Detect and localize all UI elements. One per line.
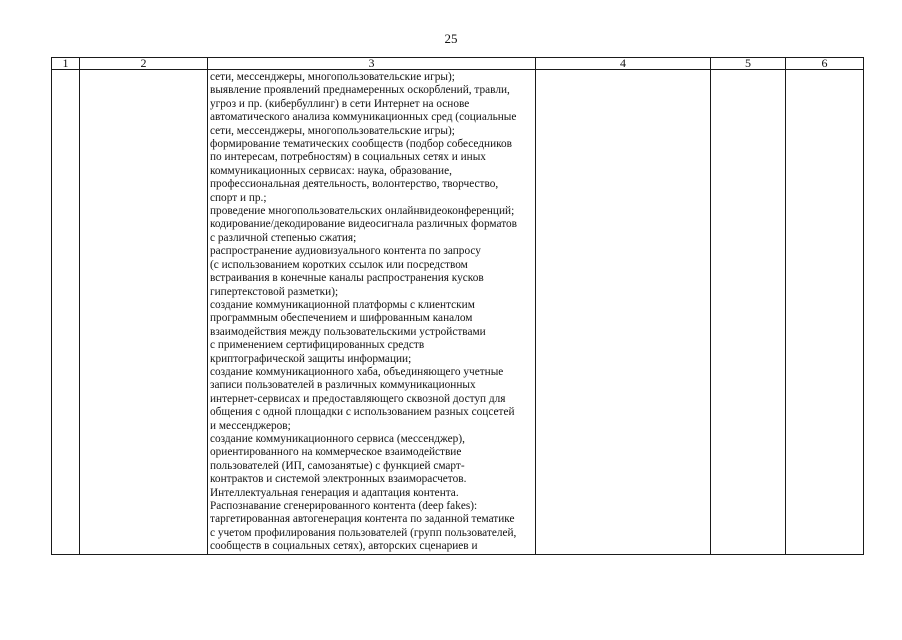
column-header-1: 1 [52,58,80,70]
text-line: гипертекстовой разметки); [210,285,339,298]
text-line: коммуникационных сервисах: наука, образование, [210,164,452,177]
cell-col-1 [52,70,80,555]
text-line: с различной степенью сжатия; [210,231,357,244]
text-line: ориентированного на коммерческое взаимодействие [210,446,462,459]
text-line: угроз и пр. (кибербуллинг) в сети Интернет на основе [210,97,470,110]
text-line: создание коммуникационного хаба, объединяющего учетные [210,365,504,378]
text-line: распространение аудиовизуального контента по запросу [210,245,481,258]
text-line: спорт и пр.; [210,191,267,204]
text-line: криптографической защиты информации; [210,352,412,365]
text-line: пользователей (ИП, самозанятые) с функцией смарт- [210,459,465,472]
text-line: встраивания в конечные каналы распространения кусков [210,272,484,285]
text-line: создание коммуникационной платформы с клиентским [210,298,475,311]
text-line: записи пользователей в различных коммуникационных [210,379,476,392]
text-line: интернет-сервисах и предоставляющего сквозной доступ для [210,392,506,405]
text-line: общения с одной площадки с использованием разных соцсетей [210,406,515,419]
text-line: по интересам, потребностям) в социальных сетях и иных [210,151,486,164]
text-line: сообществ в социальных сетях), авторских сценариев и [210,540,478,553]
text-line: кодирование/декодирование видеосигнала различных форматов [210,218,517,231]
column-header-3: 3 [208,58,536,70]
text-line: выявление проявлений преднамеренных оскорблений, травли, [210,84,510,97]
text-line: проведение многопользовательских онлайнвидеоконференций; [210,205,515,218]
text-line: таргетированная автогенерация контента по заданной тематике [210,513,515,526]
text-line: с применением сертифицированных средств [210,339,425,352]
text-line: Распознавание сгенерированного контента (deep fakes): [210,500,478,512]
text-line: сети, мессенджеры, многопользовательские игры); [210,71,455,83]
text-line: создание коммуникационного сервиса (мессенджер), [210,432,465,445]
text-line: сети, мессенджеры, многопользовательские игры); [210,124,455,137]
table-header-row [52,58,864,70]
text-line: и мессенджеров; [210,419,291,432]
cell-col-3 [208,70,536,555]
cell-col-5 [711,70,786,555]
column-header-4: 4 [536,58,711,70]
text-line: формирование тематических сообществ (подбор собеседников [210,138,513,151]
cell-col-2 [80,70,208,555]
document-table [51,57,864,555]
column-header-5: 5 [711,58,786,70]
column-header-2: 2 [80,58,208,70]
cell-col-4 [536,70,711,555]
text-line: с учетом профилирования пользователей (групп пользователей, [210,526,517,539]
text-line: (с использованием коротких ссылок или посредством [210,258,468,271]
text-line: автоматического анализа коммуникационных сред (социальные [210,111,517,124]
text-line: взаимодействия между пользовательскими устройствами [210,325,486,338]
text-line: профессиональная деятельность, волонтерство, творчество, [210,178,499,191]
page-number: 25 [444,31,458,46]
text-line: контрактов и системой электронных взаиморасчетов. [210,473,467,486]
column-header-6: 6 [786,58,864,70]
text-line: программным обеспечением и шифрованным каналом [210,312,473,325]
cell-text-block [208,70,535,554]
table-row [52,70,864,555]
text-line: Интеллектуальная генерация и адаптация контента. [210,486,459,499]
cell-col-6 [786,70,864,555]
